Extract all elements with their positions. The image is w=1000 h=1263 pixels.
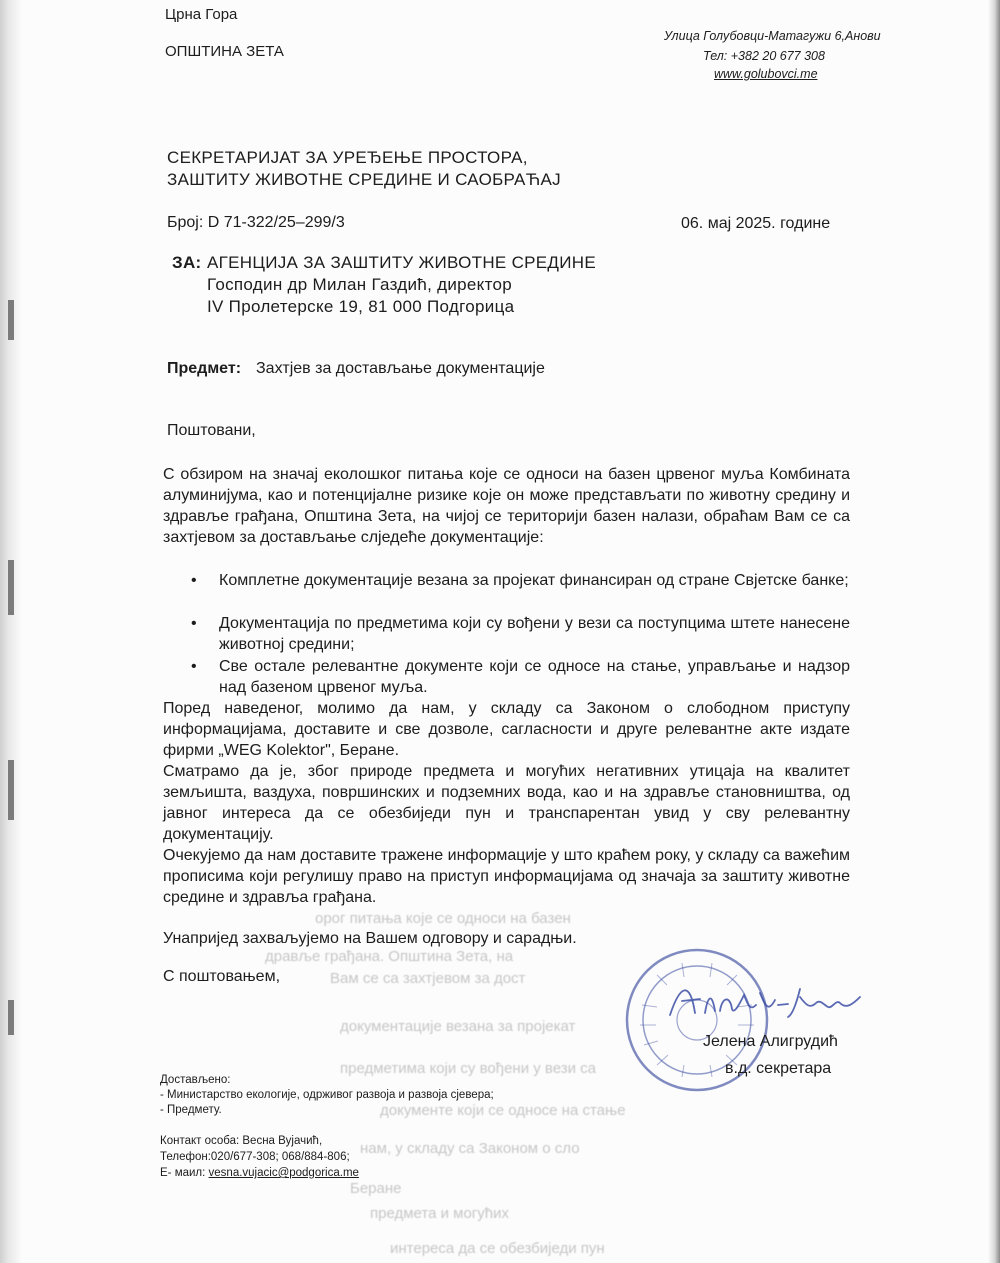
bleed-through-text: документе који се односе на стање xyxy=(380,1102,626,1119)
bullet-item: Све остале релевантне документе који се односе на стање, управљање и надзор над базеном црвеног муља. xyxy=(219,658,850,696)
paragraph-deadline: Очекујемо да нам доставите тражене информације у што краћем року, у складу са важећим прописима који регулишу право на приступ информацијама од значаја за заштиту животне средине и здравља грађана. xyxy=(163,847,850,906)
secretariat-line2: ЗАШТИТУ ЖИВОТНЕ СРЕДИНЕ И САОБРАЋАЈ xyxy=(167,170,561,189)
bleed-through-text: дравље грађана. Општина Зета, на xyxy=(265,948,514,965)
bullet-item: Документација по предметима који су вођени у вези са поступцима штете нанесене животној средини; xyxy=(219,615,850,653)
handwritten-signature xyxy=(660,975,870,1025)
contact-phone: Телефон:020/677-308; 068/884-806; xyxy=(160,1151,350,1163)
bleed-through-text: Вам се са захтјевом за дост xyxy=(330,970,526,987)
header-website: www.golubovci.me xyxy=(714,67,818,81)
reference-number: Број: D 71-322/25–299/3 xyxy=(167,214,345,231)
recipient-label: ЗА: xyxy=(172,253,202,272)
scan-edge-left xyxy=(0,0,22,1263)
signatory-name: Јелена Алигрудић xyxy=(703,1033,838,1050)
subject-text: Захтјев за достављање документације xyxy=(256,360,545,377)
bleed-through-text: интереса да се обезбиједи пун xyxy=(390,1240,605,1257)
recipient-agency: АГЕНЦИЈА ЗА ЗАШТИТУ ЖИВОТНЕ СРЕДИНЕ xyxy=(207,253,596,272)
thanks-line: Унапријед захваљујемо на Вашем одговору и сарадњи. xyxy=(163,930,577,947)
bullet-dot: • xyxy=(191,615,197,632)
scan-edge-right xyxy=(988,0,1000,1263)
country-label: Црна Гора xyxy=(165,6,238,23)
bullet-dot: • xyxy=(191,572,197,589)
scan-mark xyxy=(8,300,14,340)
bleed-through-text: предмета и могућих xyxy=(370,1205,509,1222)
scan-mark xyxy=(8,1000,14,1035)
delivered-item: - Министарство екологије, одрживог развоја и развоја сјевера; xyxy=(160,1089,494,1101)
bullet-item: Комплетне документације везана за пројекат финансиран од стране Свјетске банке; xyxy=(219,572,849,589)
paragraph-public-interest: Сматрамо да је, због природе предмета и могућих негативних утицаја на квалитет земљишта, ваздуха, површинских и подземних вода, као и на здравље становништва, од јавног интереса да се обезбиједи пун и транспарентан увид у сву релевантну документацију. xyxy=(163,763,850,843)
secretariat-line1: СЕКРЕТАРИЈАТ ЗА УРЕЂЕЊЕ ПРОСТОРА, xyxy=(167,148,528,167)
contact-person: Контакт особа: Весна Вујачић, xyxy=(160,1135,323,1147)
bleed-through-text: Беране xyxy=(350,1180,402,1197)
bleed-through-text: предметима који су вођени у вези са xyxy=(340,1060,596,1077)
bleed-through-text: документације везана за пројекат xyxy=(340,1018,576,1035)
recipient-address: IV Пролетерске 19, 81 000 Подгорица xyxy=(207,297,515,316)
closing-line: С поштовањем, xyxy=(163,968,281,985)
delivered-label: Достављено: xyxy=(160,1074,231,1086)
bullet-dot: • xyxy=(191,658,197,675)
greeting: Поштовани, xyxy=(167,422,256,439)
contact-email-row xyxy=(160,1167,359,1179)
paragraph-request: С обзиром на значај еколошког питања које се односи на базен црвеног муља Комбината алуминијума, као и потенцијалне ризике које он може представљати по животну средину и здравље грађана, Општина Зета, на чијој се територији базен налази, обраћам Вам се са захтјевом за достављање слједеће документације: xyxy=(163,466,850,546)
paragraph-permits: Поред наведеног, молимо да нам, у складу са Законом о слободном приступу информацијама, доставите и све дозволе, сагласности и друге релевантне акте издате фирми „WEG Kolektor", Беране. xyxy=(163,700,850,759)
signatory-title: в.д. секретара xyxy=(725,1060,832,1077)
bleed-through-text: нам, у складу са Законом о сло xyxy=(360,1140,580,1157)
delivered-item: - Предмету. xyxy=(160,1104,222,1116)
scan-mark xyxy=(8,560,14,615)
contact-email-label: Е- маил: xyxy=(160,1167,206,1179)
bleed-through-text: орог питања које се односи на базен xyxy=(315,910,571,927)
header-phone: Тел: +382 20 677 308 xyxy=(703,49,825,63)
reference-date: 06. мај 2025. године xyxy=(681,215,831,232)
subject-label: Предмет: xyxy=(167,360,242,377)
municipality-label: ОПШТИНА ЗЕТА xyxy=(165,43,284,60)
scan-mark xyxy=(8,760,14,820)
recipient-person: Господин др Милан Газдић, директор xyxy=(207,275,512,294)
header-address: Улица Голубовци-Матагужи 6,Анови xyxy=(664,29,881,43)
contact-email-link[interactable]: vesna.vujacic@podgorica.me xyxy=(208,1167,359,1179)
